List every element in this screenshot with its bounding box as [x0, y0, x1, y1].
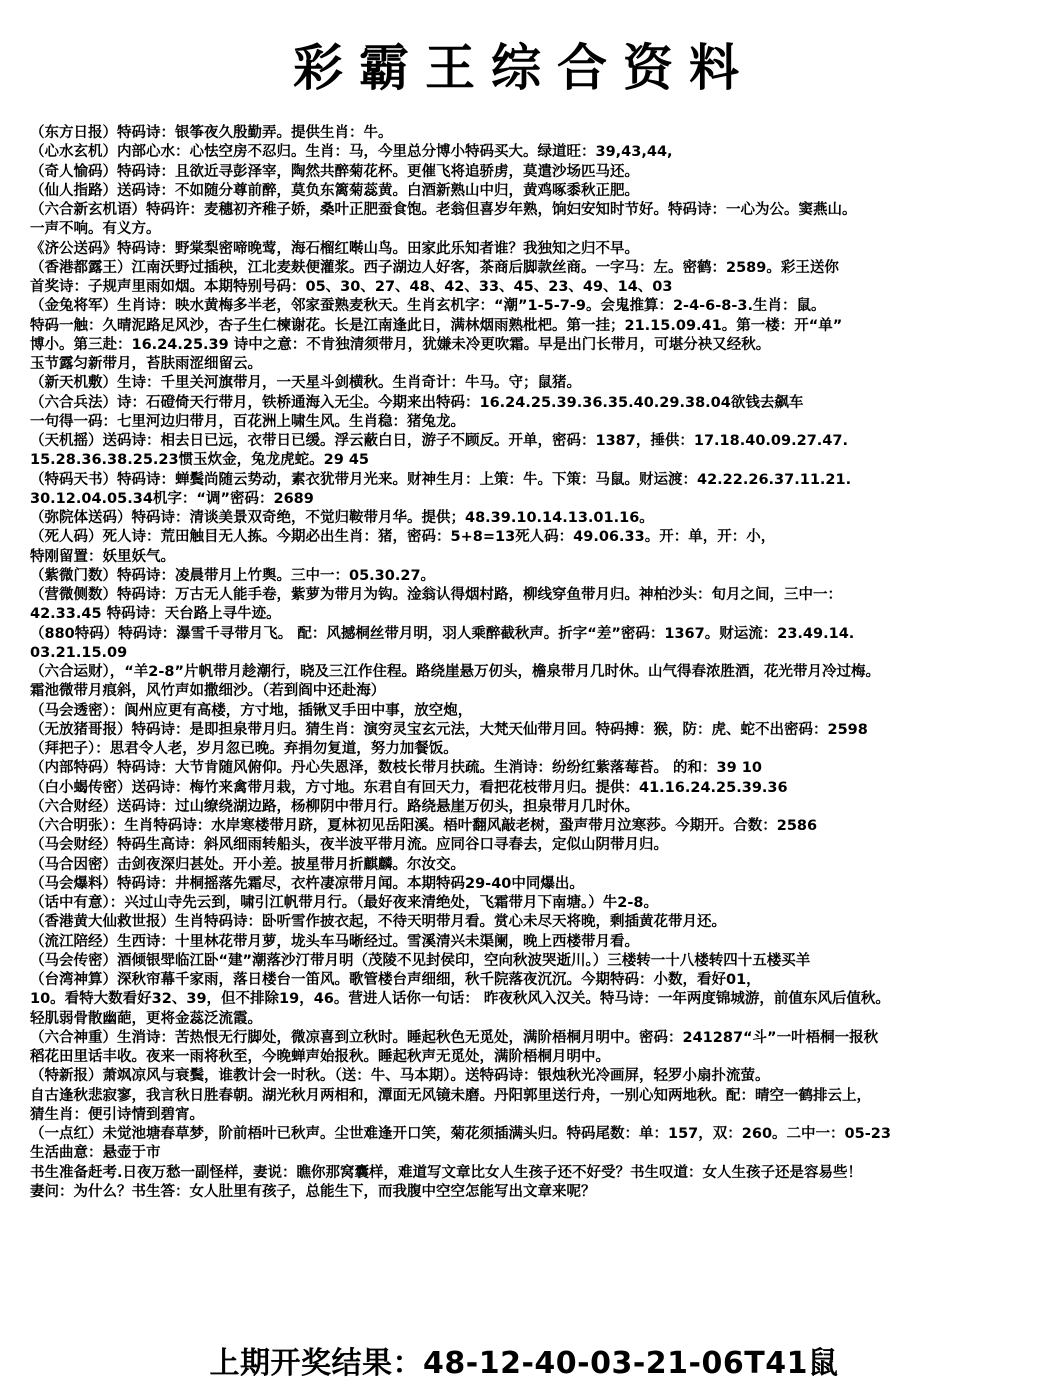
text-line: 霜池微带月痕斜，风竹声如撒细沙。（若到阎中还赴海） — [30, 683, 386, 700]
text-line: （马合因密）击剑夜深归甚处。开小差。披星带月折麒麟。尔汝交。 — [30, 856, 465, 873]
text-line: 15.28.36.38.25.23惯玉炊金，兔龙虎蛇。29 45 — [30, 452, 370, 469]
text-line: 博小。第三赴：16.24.25.39 诗中之意：不肯独清须带月，犹嫌未冷更吹霜。早是出门长带月，可堪分袂又经秋。 — [30, 336, 771, 353]
text-line: 特码一触：久晴泥路足风沙，杏子生仁楝谢花。长是江南逢此日，满林烟雨熟枇杷。第一挂；21.15.09.41。第一楼：开“单” — [30, 317, 843, 334]
text-line: 妻问：为什么？书生答：女人肚里有孩子，总能生下，而我腹中空空怎能写出文章来呢？ — [30, 1183, 596, 1200]
text-line: 一句得一码：七里河边归带月，百花洲上啸生风。生肖稳：猪兔龙。 — [30, 413, 465, 430]
text-line: （弥院体送码）特码诗：清谈美景双奇绝，不觉归鞍带月华。提供；48.39.10.14.13.01.16。 — [30, 510, 654, 526]
text-line: （拜把子）：思君令人老，岁月忽已晚。弃捐勿复道，努力加餐饭。 — [30, 741, 458, 757]
text-line: 生活曲意：悬壶于市 — [30, 1145, 161, 1162]
text-line: 猜生肖：便引诗情到碧宵。 — [30, 1106, 204, 1123]
text-line: 30.12.04.05.34机字：“调”密码：2689 — [30, 490, 314, 507]
text-line: （六合兵法）诗：石磴倚天行带月，铁桥通海入无尘。今期来出特码：16.24.25.39.36.35.40.29.38.04欲钱去飙车 — [30, 394, 804, 411]
text-line: （六合神重）生消诗：苦热恨无行脚处，微凉喜到立秋时。睡起秋色无觅处，满阶梧桐月明中。密码：241287“斗”一叶梧桐一报秋 — [30, 1029, 879, 1046]
text-line: 10。看特大数看好32、39，但不排除19，46。营进人话你一句话： 昨夜秋风入汉关。特马诗：一年两度锦城游，前值东风后值秋。 — [30, 991, 890, 1008]
text-line: 特刚留置：妖里妖气。 — [30, 548, 175, 565]
text-line: （马会财经）特码生高诗：斜风细雨转船头，夜半波平带月流。应同谷口寻春去，定似山阴带月归。 — [30, 837, 668, 854]
text-line: （天机摇）送码诗：相去日已远，衣带日已缓。浮云蔽白日，游子不顾反。开单，密码：1387，捶供：17.18.40.09.27.47. — [30, 433, 848, 449]
text-line: 首奖诗：子规声里雨如烟。本期特别号码：05、30、27、48、42、33、45、23、49、14、03 — [30, 279, 673, 295]
text-line: （马会爆料）特码诗：井桐摇落先霜尽，衣杵凄凉带月闻。本期特码29-40中同爆出。 — [30, 875, 584, 892]
text-line: （六合运财），“羊2-8”片帆带月趁潮行，晓及三江作住程。路绕崖悬万仞头，檐泉带月几时休。山气得春浓胜酒，花光带月冷过梅。 — [30, 664, 881, 680]
text-line: （流江陪经）生西诗：十里林花带月萝，垅头车马晰经过。雪溪清兴未渠阑，晚上西楼带月看。 — [30, 933, 639, 950]
text-line: （奇人愉码）特码诗：且欲近寻彭泽宰，陶然共醉菊花杯。更催飞将追骄虏，莫遣沙场匹马还。 — [30, 163, 639, 180]
last-draw-result: 上期开奖结果：48-12-40-03-21-06T41鼠 — [209, 1346, 839, 1381]
text-line: （台湾神算）深秋帘幕千家雨，落日楼台一笛风。歌管楼台声细细，秋千院落夜沉沉。今期特码：小数，看好01， — [30, 972, 761, 988]
page-title: 彩霸王综合资料 — [293, 38, 755, 97]
text-line: （六合新玄机语）特码许：麦穗初齐稚子娇，桑叶正肥蚕食饱。老翁但喜岁年熟，饷妇安知时节好。特码诗：一心为公。窦燕山。 — [30, 202, 857, 218]
text-line: （无放猪哥报）特码诗：是即担泉带月归。猜生肖：演穷灵宝玄元法，大梵天仙带月回。特码搏：猴，防：虎、蛇不出密码：2598 — [30, 721, 868, 738]
text-line: （马会传密）酒倾银斝临江卧“建”潮落沙汀带月明（茂陵不见封侯印，空向秋波哭逝川。）三楼转一十八楼转四十五楼买羊 — [30, 952, 811, 969]
text-line: 自古逢秋悲寂寥，我言秋日胜春朝。湖光秋月两相和，潭面无风镜未磨。丹阳郭里送行舟，一别心知两地秋。配：晴空一鹤排云上， — [30, 1087, 871, 1104]
text-line: （六合明张）：生肖特码诗：水岸寒楼带月跻，夏林初见岳阳溪。梧叶翻风敲老树，蛩声带月泣寒莎。今期开。合数：2586 — [30, 818, 818, 834]
text-line: （香港黄大仙救世报）生肖特码诗：卧听雪作披衣起，不待天明带月看。赏心未尽天将晚，剩插黄花带月还。 — [30, 914, 726, 931]
text-line: （金兔将军）生肖诗：映水黄梅多半老，邻家蚕熟麦秋天。生肖玄机字：“潮”1-5-7-9。会鬼推算：2-4-6-8-3.生肖：鼠。 — [30, 298, 826, 315]
text-line: （一点红）未觉池塘春草梦，阶前梧叶已秋声。尘世难逢开口笑，菊花须插满头归。特码尾数：单：157，双：260。二中一：05-23 — [30, 1126, 891, 1142]
text-line: （880特码）特码诗：瀑雪千寻带月飞。 配：风撼桐丝带月明，羽人乘醉截秋声。折字“差”密码：1367。财运流：23.49.14. — [30, 625, 855, 642]
text-line: （特新报）萧飒凉风与衰鬓，谁教计会一时秋。（送：牛、马本期）。送特码诗：银烛秋光冷画屏，轻罗小扇扑流萤。 — [30, 1068, 770, 1085]
text-line: 一声不响。有义方。 — [30, 221, 161, 238]
text-body — [30, 124, 1042, 1202]
text-line: （营微侧数）特码诗：万古无人能手卷，紫萝为带月为钩。淦翁认得烟村路，柳线穿鱼带月归。神柏沙头：旬月之间，三中一： — [30, 587, 842, 603]
text-line: （内部特码）特码诗：大节肯随风俯仰。丹心失恩泽，数枝长带月扶疏。生消诗：纷纷红紫落莓苔。 的和：39 10 — [30, 760, 762, 777]
text-line: （心水玄机）内部心水：心怯空房不忍归。生肖：马，今里总分博小特码买大。绿道旺：39,43,44, — [30, 144, 673, 161]
text-line: 书生准备赶考.日夜万愁一副怪样，妻说：瞧你那窝囊样，难道写文章比女人生孩子还不好受？书生叹道：女人生孩子还是容易些！ — [30, 1164, 863, 1181]
text-line: 《济公送码》特码诗：野棠梨密啼晚莺，海石榴红啭山鸟。田家此乐知者谁？我独知之归不早。 — [30, 240, 639, 257]
text-line: 42.33.45 特码诗：天台路上寻牛迹。 — [30, 606, 281, 623]
text-line: 玉节露匀新带月，苔肤雨涩细留云。 — [30, 356, 262, 372]
text-line: （死人码）死人诗：荒田触目无人拣。今期必出生肖：猪，密码：5+8=13死人码：49.06.33。开：单，开：小， — [30, 529, 776, 546]
text-line: （六合财经）送码诗：过山缭绕湖边路，杨柳阴中带月行。路绕悬崖万仞头，担泉带月几时休。 — [30, 798, 639, 815]
text-line: （马会透密）：阆州应更有高楼，方寸地，插锹叉手田中事，放空炮， — [30, 702, 473, 719]
text-line: （特码天书）特码诗：蝉鬓尚随云势动，素衣犹带月光来。财神生月：上策：牛。下策：马鼠。财运渡：42.22.26.37.11.21. — [30, 471, 852, 488]
text-line: （紫微门数）特码诗：凌晨带月上竹舆。三中一：05.30.27。 — [30, 567, 436, 584]
text-line: （话中有意）：兴过山寺先云到，啸引江帆带月行。（最好夜来清绝处，飞霜带月下南塘。）牛2-8。 — [30, 895, 658, 911]
text-line: （仙人指路）送码诗：不如随分尊前醉，莫负东篱菊蕊黄。白酒新熟山中归，黄鸡啄黍秋正肥。 — [30, 182, 639, 199]
text-line: 03.21.15.09 — [30, 644, 128, 661]
text-line: （东方日报）特码诗：银筝夜久殷勤弄。提供生肖：牛。 — [30, 125, 393, 141]
text-line: 稻花田里话丰收。夜来一雨将秋至，今晚蝉声始报秋。睡起秋声无觅处，满阶梧桐月明中。 — [30, 1049, 610, 1065]
text-line: 轻肌弱骨散幽葩，更将金蕊泛流霞。 — [30, 1010, 262, 1027]
text-line: （新天机敷）生诗：千里关河旗带月，一天星斗剑横秋。生肖奇计：牛马。守；鼠猪。 — [30, 375, 581, 392]
text-line: （白小蝎传密）送码诗：梅竹来禽带月栽，方寸地。东君自有回天力，看把花枝带月归。提供：41.16.24.25.39.36 — [30, 779, 788, 796]
text-line: （香港都露王）江南沃野过插秧，江北麦麸便灌浆。西子湖边人好客，茶商后脚款丝商。一字马：左。密鹤：2589。彩王送你 — [30, 259, 839, 276]
